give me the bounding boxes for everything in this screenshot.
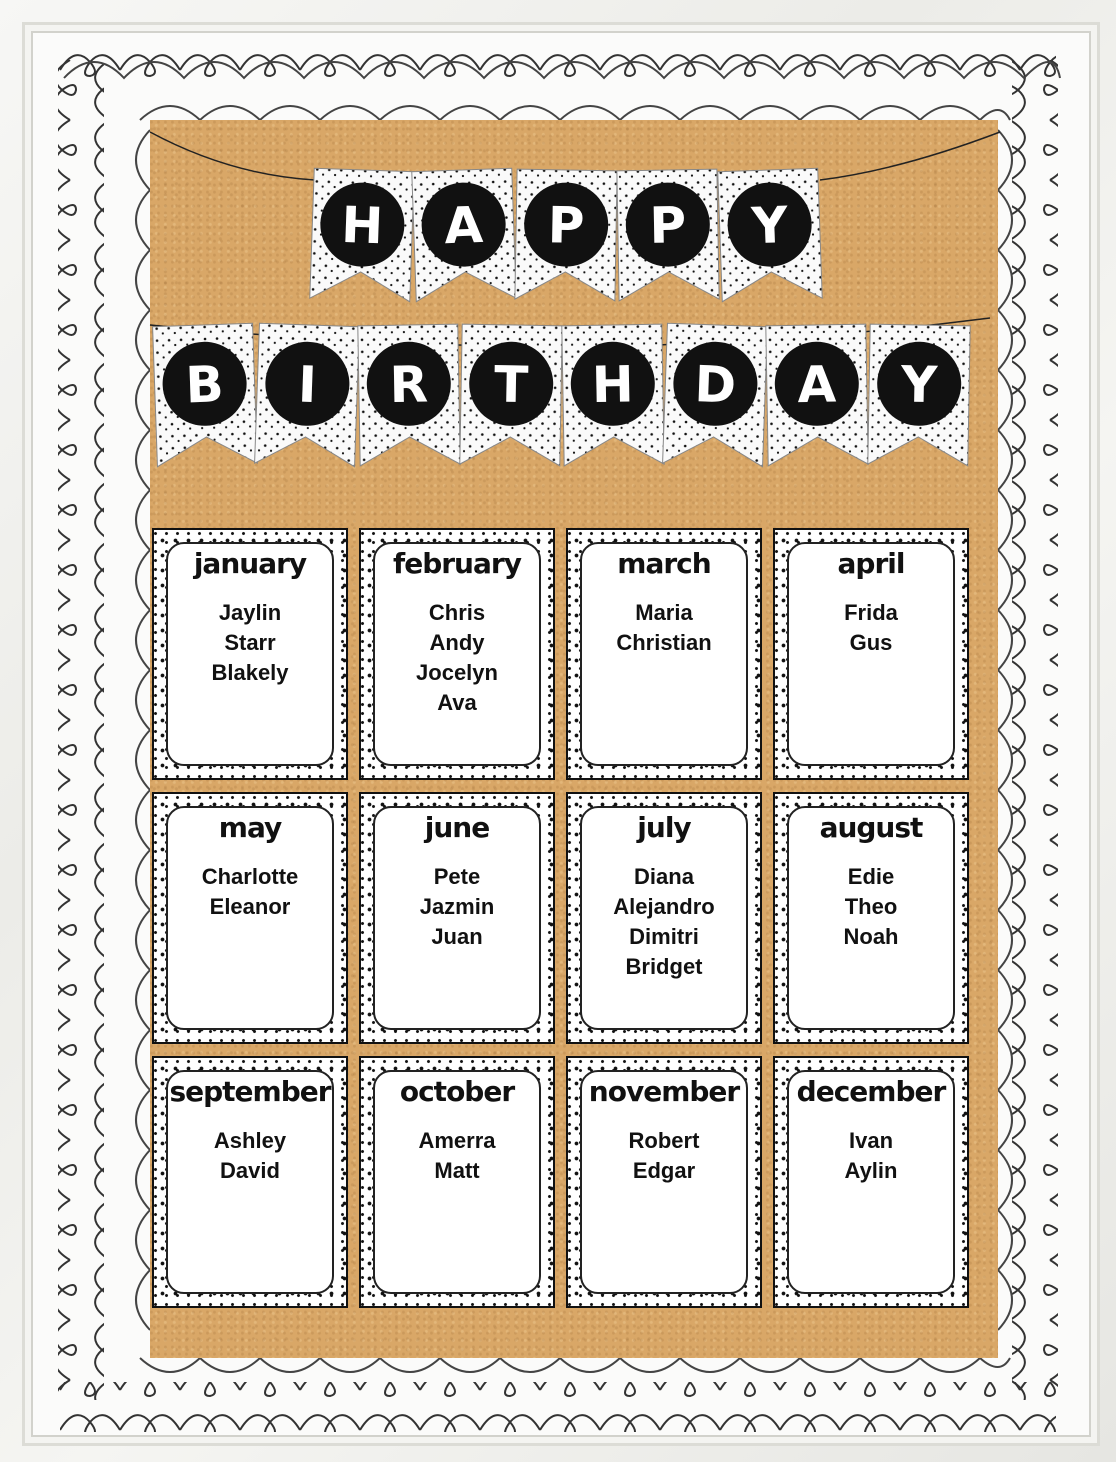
month-title: september bbox=[169, 1075, 331, 1108]
card-inner-panel bbox=[166, 1070, 334, 1294]
banner-letter-happy-1: A bbox=[443, 195, 485, 256]
month-title: march bbox=[617, 547, 711, 580]
card-inner-panel bbox=[166, 542, 334, 766]
birthday-names-list bbox=[168, 862, 332, 922]
month-title: february bbox=[393, 547, 521, 580]
birthday-name: Jaylin bbox=[218, 600, 282, 625]
birthday-name: Ava bbox=[437, 690, 477, 715]
card-inner-panel bbox=[373, 1070, 541, 1294]
card-inner-panel bbox=[580, 542, 748, 766]
month-title: july bbox=[637, 811, 691, 844]
birthday-name: Amerra bbox=[418, 1128, 496, 1153]
card-inner-panel bbox=[373, 806, 541, 1030]
banner-letter-birthday-0: B bbox=[184, 355, 225, 415]
banner-letter-birthday-7: Y bbox=[900, 355, 938, 415]
birthday-name: Starr bbox=[224, 630, 276, 655]
birthday-name: Maria bbox=[635, 600, 693, 625]
month-title: june bbox=[424, 811, 490, 844]
banner-letter-birthday-5: D bbox=[693, 355, 738, 415]
happy-birthday-banner bbox=[0, 0, 1116, 500]
birthday-name: Edgar bbox=[632, 1158, 696, 1183]
banner-letter-happy-4: Y bbox=[750, 195, 789, 256]
birthday-names-list bbox=[789, 1126, 953, 1186]
banner-letter-happy-3: P bbox=[649, 196, 687, 255]
card-inner-panel bbox=[373, 542, 541, 766]
birthday-name: Bridget bbox=[625, 954, 703, 979]
birthday-name: Juan bbox=[431, 924, 483, 949]
birthday-names-list bbox=[582, 1126, 746, 1186]
banner-flag-birthday-3 bbox=[460, 324, 562, 466]
banner-letter-birthday-3: T bbox=[493, 355, 529, 415]
birthday-name: Robert bbox=[628, 1128, 700, 1153]
banner-letter-happy-2: P bbox=[547, 196, 585, 255]
card-inner-panel bbox=[787, 542, 955, 766]
banner-letter-birthday-6: A bbox=[796, 355, 837, 415]
month-card-july bbox=[566, 792, 762, 1044]
birthday-name: Eleanor bbox=[209, 894, 291, 919]
birthday-name: Theo bbox=[844, 894, 898, 919]
banner-flag-happy-0 bbox=[310, 168, 414, 301]
banner-flag-birthday-4 bbox=[562, 324, 664, 466]
birthday-name: Alejandro bbox=[613, 894, 715, 919]
birthday-name: Matt bbox=[434, 1158, 480, 1183]
card-inner-panel bbox=[787, 806, 955, 1030]
month-title: october bbox=[399, 1075, 515, 1108]
birthday-name: Edie bbox=[847, 864, 895, 889]
banner-flag-happy-2 bbox=[515, 169, 617, 301]
banner-flag-birthday-1 bbox=[255, 323, 360, 466]
month-title: january bbox=[193, 547, 307, 580]
month-card-january bbox=[152, 528, 348, 780]
birthday-name: Jocelyn bbox=[416, 660, 498, 685]
month-title: december bbox=[796, 1075, 946, 1108]
birthday-names-list bbox=[789, 598, 953, 658]
birthday-names-list bbox=[375, 598, 539, 718]
birthday-names-list bbox=[375, 862, 539, 952]
banner-flag-birthday-0 bbox=[153, 323, 258, 466]
birthday-names-list bbox=[789, 862, 953, 952]
month-card-june bbox=[359, 792, 555, 1044]
card-inner-panel bbox=[787, 1070, 955, 1294]
month-card-november bbox=[566, 1056, 762, 1308]
birthday-name: Christian bbox=[616, 630, 712, 655]
banner-letter-birthday-1: I bbox=[297, 355, 318, 415]
month-card-april bbox=[773, 528, 969, 780]
month-title: august bbox=[819, 811, 923, 844]
banner-letter-happy-0: H bbox=[340, 195, 385, 256]
month-card-december bbox=[773, 1056, 969, 1308]
birthday-name: Andy bbox=[429, 630, 485, 655]
birthday-names-list bbox=[168, 1126, 332, 1186]
birthday-name: Noah bbox=[843, 924, 899, 949]
month-card-may bbox=[152, 792, 348, 1044]
birthday-names-list bbox=[582, 862, 746, 982]
birthday-name: Pete bbox=[433, 864, 481, 889]
card-inner-panel bbox=[580, 1070, 748, 1294]
birthday-name: Aylin bbox=[844, 1158, 898, 1183]
birthday-name: Ivan bbox=[848, 1128, 894, 1153]
card-inner-panel bbox=[580, 806, 748, 1030]
birthday-name: Ashley bbox=[213, 1128, 287, 1153]
month-card-october bbox=[359, 1056, 555, 1308]
month-title: april bbox=[837, 547, 905, 580]
month-card-february bbox=[359, 528, 555, 780]
birthday-name: Diana bbox=[634, 864, 694, 889]
banner-letter-birthday-4: H bbox=[591, 355, 635, 415]
banner-flag-birthday-5 bbox=[663, 323, 768, 466]
birthday-names-list bbox=[582, 598, 746, 658]
card-inner-panel bbox=[166, 806, 334, 1030]
banner-flag-happy-3 bbox=[617, 169, 719, 301]
birthday-name: Chris bbox=[428, 600, 486, 625]
birthday-name: Charlotte bbox=[201, 864, 299, 889]
month-title: may bbox=[218, 811, 282, 844]
banner-flag-birthday-2 bbox=[358, 324, 460, 466]
birthday-names-list bbox=[168, 598, 332, 688]
banner-flag-birthday-7 bbox=[868, 324, 970, 466]
birthday-name: Gus bbox=[849, 630, 893, 655]
birthday-name: Jazmin bbox=[419, 894, 495, 919]
birthday-name: Blakely bbox=[211, 660, 289, 685]
birthday-name: Dimitri bbox=[629, 924, 699, 949]
birthday-name: Frida bbox=[844, 600, 898, 625]
banner-letter-birthday-2: R bbox=[389, 355, 429, 415]
banner-flag-happy-1 bbox=[412, 168, 516, 301]
month-card-august bbox=[773, 792, 969, 1044]
birthday-name: David bbox=[220, 1158, 280, 1183]
month-card-march bbox=[566, 528, 762, 780]
banner-flag-happy-4 bbox=[718, 168, 822, 301]
birthday-names-list bbox=[375, 1126, 539, 1186]
month-card-september bbox=[152, 1056, 348, 1308]
banner-flag-birthday-6 bbox=[766, 324, 868, 466]
month-title: november bbox=[588, 1075, 740, 1108]
